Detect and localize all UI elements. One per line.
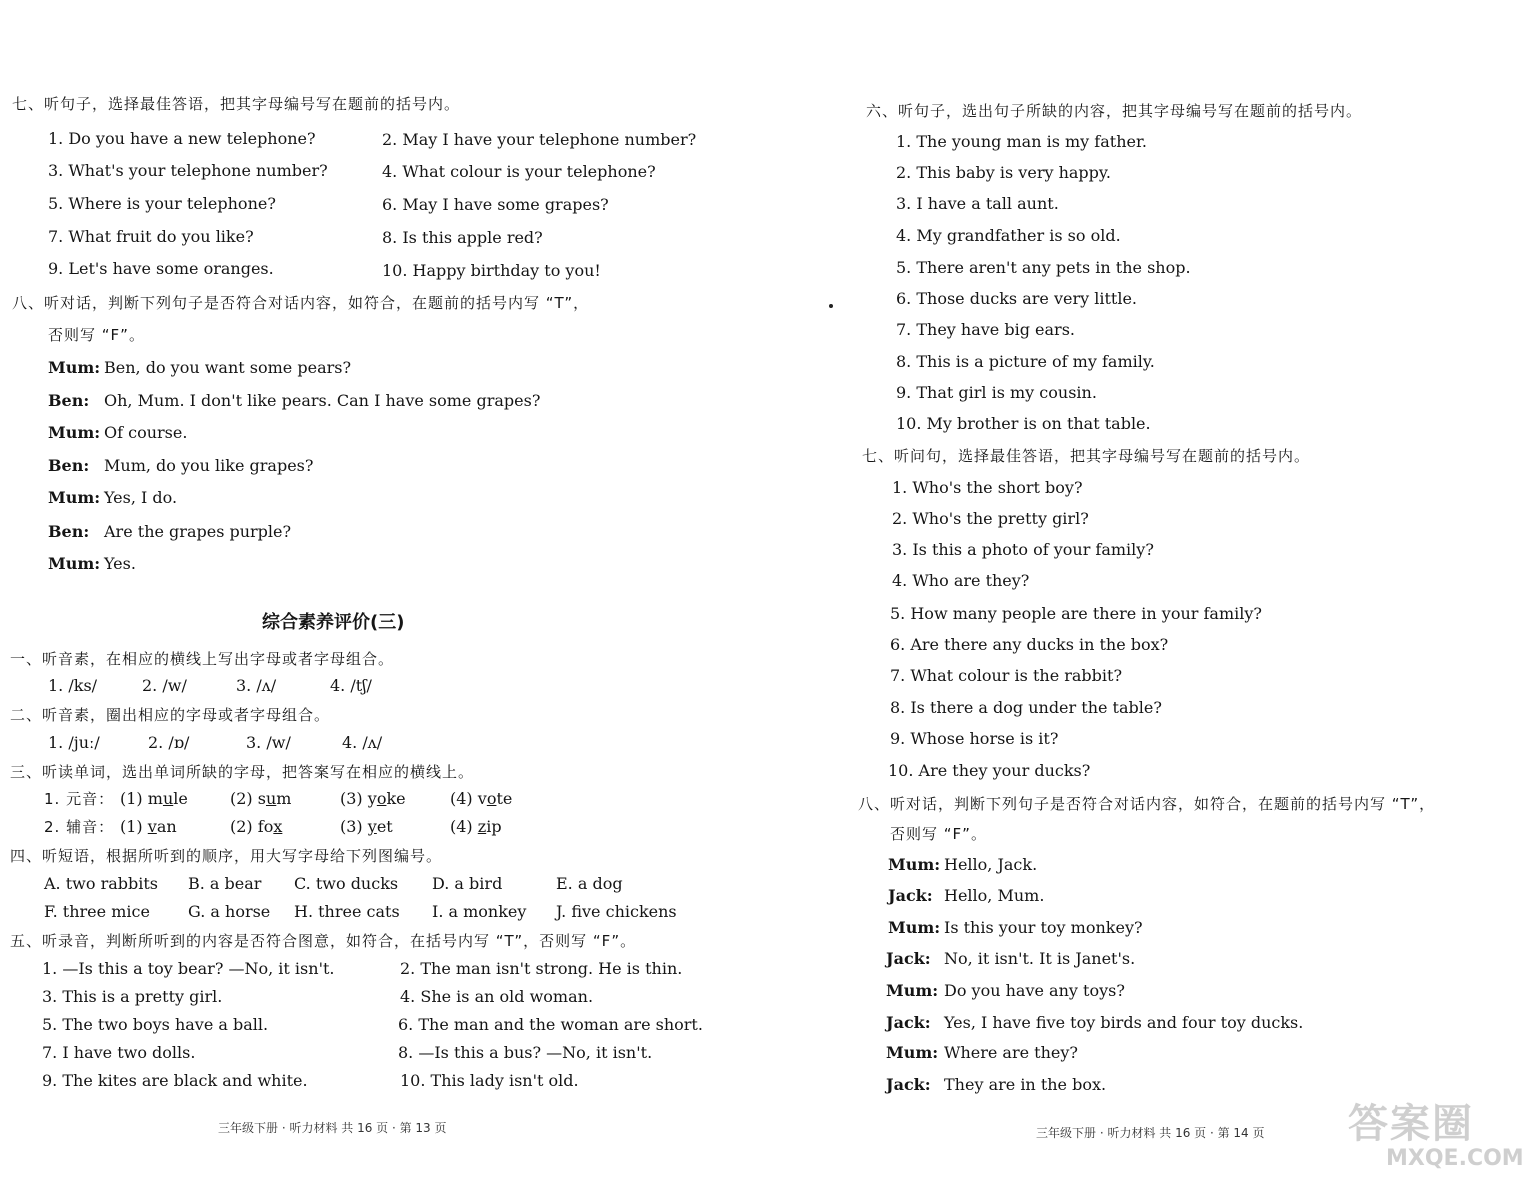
list-item: 1. /juː/ — [48, 733, 100, 752]
list-item: 5. The two boys have a ball. — [42, 1015, 269, 1034]
part-2-heading: 二、听音素，圈出相应的字母或者字母组合。 — [10, 706, 331, 724]
list-item: 4. What colour is your telephone? — [382, 162, 656, 181]
dialog-text: Yes. — [104, 554, 136, 573]
speaker: Mum: — [888, 918, 941, 937]
section-7-heading: 七、听问句，选择最佳答语，把其字母编号写在题前的括号内。 — [862, 447, 1311, 465]
dialog-text: Mum, do you like grapes? — [104, 456, 314, 475]
list-item: 6. Are there any ducks in the box? — [890, 635, 1169, 654]
dialog-line — [886, 981, 1125, 1001]
list-item: 1. —Is this a toy bear? —No, it isn't. — [42, 959, 335, 978]
dialog-line — [886, 949, 1135, 969]
list-item: 7. I have two dolls. — [42, 1043, 196, 1062]
list-item: 2. This baby is very happy. — [896, 163, 1111, 182]
list-item: 10. Are they your ducks? — [888, 761, 1091, 780]
word-item: (1) van — [120, 817, 177, 836]
list-item: 2. /ɒ/ — [148, 733, 190, 752]
list-item: 4. /tʃ/ — [330, 676, 372, 695]
section-8-heading: 八、听对话，判断下列句子是否符合对话内容，如符合，在题前的括号内写 “T”， — [858, 795, 1436, 813]
consonant-row — [44, 817, 540, 837]
page-footer: 三年级下册 · 听力材料 共 16 页 · 第 14 页 — [1036, 1126, 1265, 1140]
word-item: (3) yet — [340, 817, 393, 836]
section-8-heading: 八、听对话，判断下列句子是否符合对话内容，如符合，在题前的括号内写 “T”， — [12, 294, 590, 312]
list-item: 8. Is this apple red? — [382, 228, 543, 247]
list-item: 9. Whose horse is it? — [890, 729, 1059, 748]
list-item: 3. What's your telephone number? — [48, 161, 328, 180]
dialog-line — [888, 886, 1044, 906]
watermark-logo: 答案圈 — [1348, 1101, 1474, 1147]
list-item: 7. They have big ears. — [896, 320, 1075, 339]
section-6-heading: 六、听句子，选出句子所缺的内容，把其字母编号写在题前的括号内。 — [866, 102, 1363, 120]
list-item: 9. Let's have some oranges. — [48, 259, 274, 278]
speaker: Mum: — [886, 981, 939, 1000]
list-item: 5. How many people are there in your family? — [890, 604, 1262, 623]
list-item: G. a horse — [188, 902, 271, 921]
list-item: 4. She is an old woman. — [400, 987, 594, 1006]
dialog-text: Is this your toy monkey? — [944, 918, 1143, 937]
list-item: 6. Those ducks are very little. — [896, 289, 1138, 308]
speaker: Mum: — [888, 855, 941, 874]
word-item: (2) sum — [230, 789, 292, 808]
list-item: C. two ducks — [294, 874, 399, 893]
page-footer: 三年级下册 · 听力材料 共 16 页 · 第 13 页 — [218, 1121, 447, 1135]
list-item: 7. What colour is the rabbit? — [890, 666, 1123, 685]
list-item: J. five chickens — [556, 902, 677, 921]
list-item: 8. —Is this a bus? —No, it isn't. — [398, 1043, 653, 1062]
speaker: Ben: — [48, 391, 90, 410]
speaker: Mum: — [886, 1043, 939, 1062]
list-item: 2. The man isn't strong. He is thin. — [400, 959, 683, 978]
word-item: (4) vote — [450, 789, 513, 808]
speaker: Ben: — [48, 456, 90, 475]
dialog-line — [48, 456, 313, 476]
list-item: 3. I have a tall aunt. — [896, 194, 1059, 213]
list-item: 5. Where is your telephone? — [48, 194, 276, 213]
speaker: Mum: — [48, 554, 101, 573]
list-item: B. a bear — [188, 874, 262, 893]
list-item: H. three cats — [294, 902, 400, 921]
list-item: 6. May I have some grapes? — [382, 195, 609, 214]
dialog-line — [888, 918, 1143, 938]
list-item: 10. Happy birthday to you! — [382, 261, 601, 280]
speaker: Mum: — [48, 358, 101, 377]
watermark-url: MXQE.COM — [1386, 1146, 1524, 1171]
list-item: 5. There aren't any pets in the shop. — [896, 258, 1191, 277]
part-5-heading: 五、听录音，判断所听到的内容是否符合图意，如符合，在括号内写 “T”，否则写 “F”。 — [10, 932, 637, 950]
word-item: (2) fox — [230, 817, 283, 836]
part-4-heading: 四、听短语，根据所听到的顺序，用大写字母给下列图编号。 — [10, 847, 443, 865]
part-3-heading: 三、听读单词，选出单词所缺的字母，把答案写在相应的横线上。 — [10, 763, 475, 781]
section-8-heading-cont: 否则写 “F”。 — [48, 326, 145, 344]
dialog-text: Hello, Jack. — [944, 855, 1038, 874]
list-item: 2. May I have your telephone number? — [382, 130, 697, 149]
list-item: 9. That girl is my cousin. — [896, 383, 1097, 402]
dialog-text: Hello, Mum. — [944, 886, 1045, 905]
list-item: I. a monkey — [432, 902, 527, 921]
list-item: 1. The young man is my father. — [896, 132, 1147, 151]
list-item: 4. My grandfather is so old. — [896, 226, 1121, 245]
dialog-text: Ben, do you want some pears? — [104, 358, 352, 377]
list-item: 4. Who are they? — [892, 571, 1030, 590]
dialog-text: Yes, I have five toy birds and four toy ducks. — [944, 1013, 1304, 1032]
section-7-heading: 七、听句子，选择最佳答语，把其字母编号写在题前的括号内。 — [12, 95, 461, 113]
speaker: Mum: — [48, 423, 101, 442]
dialog-text: Oh, Mum. I don't like pears. Can I have some grapes? — [104, 391, 541, 410]
list-item: D. a bird — [432, 874, 503, 893]
list-item: 9. The kites are black and white. — [42, 1071, 308, 1090]
list-item: A. two rabbits — [44, 874, 158, 893]
list-item: 4. /ʌ/ — [342, 733, 383, 752]
list-item: 3. /ʌ/ — [236, 676, 277, 695]
list-item: 2. Who's the pretty girl? — [892, 509, 1089, 528]
vowel-row — [44, 789, 540, 809]
row-label: 1. 元音： — [44, 790, 115, 808]
speaker: Jack: — [886, 1075, 931, 1094]
dialog-line — [48, 488, 177, 508]
list-item: 8. This is a picture of my family. — [896, 352, 1155, 371]
part-1-heading: 一、听音素，在相应的横线上写出字母或者字母组合。 — [10, 650, 395, 668]
list-item: 3. /w/ — [246, 733, 291, 752]
dialog-line — [48, 423, 187, 443]
stray-dot — [829, 304, 833, 308]
list-item: 10. My brother is on that table. — [896, 414, 1151, 433]
dialog-line — [886, 1075, 1106, 1095]
speaker: Jack: — [888, 886, 933, 905]
speaker: Mum: — [48, 488, 101, 507]
dialog-line — [48, 358, 351, 378]
word-item: (1) mule — [120, 789, 188, 808]
dialog-text: Yes, I do. — [104, 488, 178, 507]
list-item: 6. The man and the woman are short. — [398, 1015, 703, 1034]
dialog-text: They are in the box. — [944, 1075, 1107, 1094]
list-item: 3. This is a pretty girl. — [42, 987, 223, 1006]
word-item: (4) zip — [450, 817, 502, 836]
dialog-line — [48, 554, 136, 574]
list-item: 1. Who's the short boy? — [892, 478, 1083, 497]
list-item: 8. Is there a dog under the table? — [890, 698, 1162, 717]
section-title: 综合素养评价(三) — [262, 612, 405, 633]
list-item: 7. What fruit do you like? — [48, 227, 254, 246]
dialog-line — [48, 391, 540, 411]
right-page — [768, 0, 1536, 1188]
speaker: Jack: — [886, 949, 931, 968]
list-item: 3. Is this a photo of your family? — [892, 540, 1154, 559]
speaker: Jack: — [886, 1013, 931, 1032]
dialog-text: Of course. — [104, 423, 188, 442]
list-item: 2. /w/ — [142, 676, 187, 695]
dialog-text: Are the grapes purple? — [104, 522, 292, 541]
list-item: F. three mice — [44, 902, 150, 921]
word-item: (3) yoke — [340, 789, 406, 808]
section-8-heading-cont: 否则写 “F”。 — [890, 825, 987, 843]
list-item: E. a dog — [556, 874, 623, 893]
row-label: 2. 辅音： — [44, 818, 115, 836]
dialog-line — [48, 522, 291, 542]
dialog-text: No, it isn't. It is Janet's. — [944, 949, 1136, 968]
dialog-text: Do you have any toys? — [944, 981, 1125, 1000]
dialog-line — [888, 855, 1037, 875]
list-item: 1. /ks/ — [48, 676, 98, 695]
dialog-line — [886, 1043, 1078, 1063]
list-item: 1. Do you have a new telephone? — [48, 129, 316, 148]
speaker: Ben: — [48, 522, 90, 541]
list-item: 10. This lady isn't old. — [400, 1071, 579, 1090]
dialog-text: Where are they? — [944, 1043, 1078, 1062]
dialog-line — [886, 1013, 1303, 1033]
